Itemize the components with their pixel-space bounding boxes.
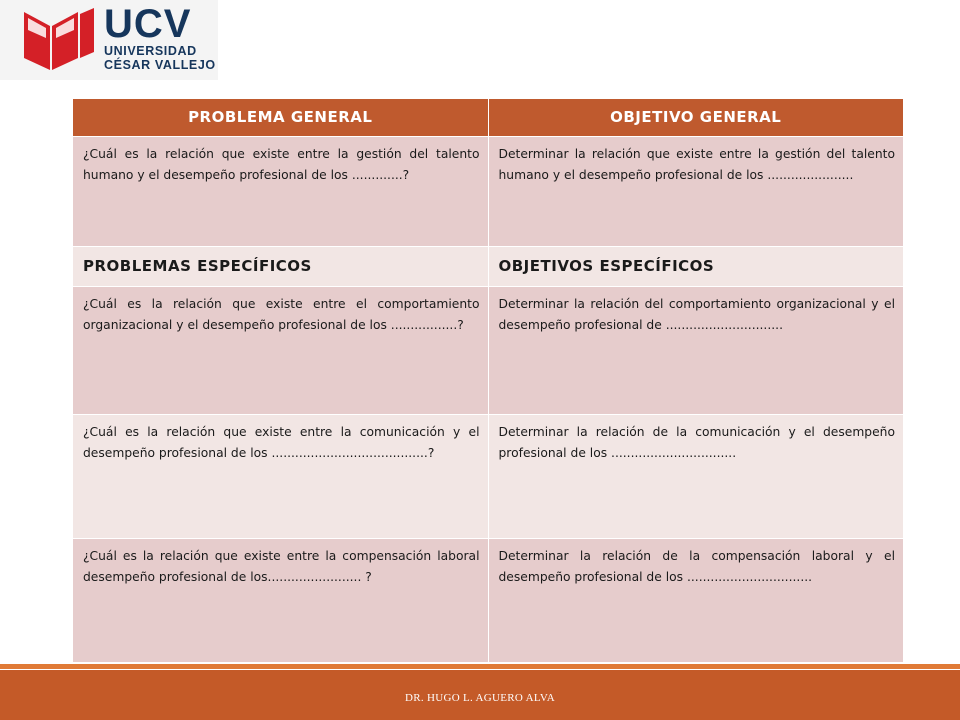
specific-problem-cell: ¿Cuál es la relación que existe entre la comunicación y el desempeño profesional de los ........................................?: [73, 415, 489, 539]
specific-row-1: [73, 287, 904, 415]
specific-problems-header: PROBLEMAS ESPECÍFICOS: [73, 247, 489, 287]
general-problem-header: PROBLEMA GENERAL: [73, 99, 489, 137]
general-problem-cell: ¿Cuál es la relación que existe entre la gestión del talento humano y el desempeño profesional de los .............?: [73, 137, 489, 247]
specific-row-3: [73, 539, 904, 663]
logo-line-1: UNIVERSIDAD: [104, 44, 197, 58]
specific-header-row: [73, 247, 904, 287]
logo-line-2: CÉSAR VALLEJO: [104, 58, 216, 72]
general-header-row: [73, 99, 904, 137]
specific-problem-cell: ¿Cuál es la relación que existe entre la compensación laboral desempeño profesional de los........................ ?: [73, 539, 489, 663]
specific-objective-cell: Determinar la relación de la compensación laboral y el desempeño profesional de los ................................: [488, 539, 904, 663]
specific-problem-cell: ¿Cuál es la relación que existe entre el comportamiento organizacional y el desempeño profesional de los .................?: [73, 287, 489, 415]
specific-objective-cell: Determinar la relación del comportamiento organizacional y el desempeño profesional de ..............................: [488, 287, 904, 415]
ucv-shield-icon: [20, 8, 98, 74]
general-objective-header: OBJETIVO GENERAL: [488, 99, 904, 137]
specific-objectives-header: OBJETIVOS ESPECÍFICOS: [488, 247, 904, 287]
general-row: [73, 137, 904, 247]
footer-author: DR. HUGO L. AGUERO ALVA: [405, 692, 555, 704]
specific-row-2: [73, 415, 904, 539]
specific-objective-cell: Determinar la relación de la comunicación y el desempeño profesional de los ................................: [488, 415, 904, 539]
logo-acronym: UCV: [104, 2, 192, 46]
consistency-matrix: [72, 98, 904, 663]
footer-accent-line: [0, 664, 960, 669]
general-objective-cell: Determinar la relación que existe entre la gestión del talento humano y el desempeño profesional de los ......................: [488, 137, 904, 247]
university-logo: [0, 0, 218, 80]
